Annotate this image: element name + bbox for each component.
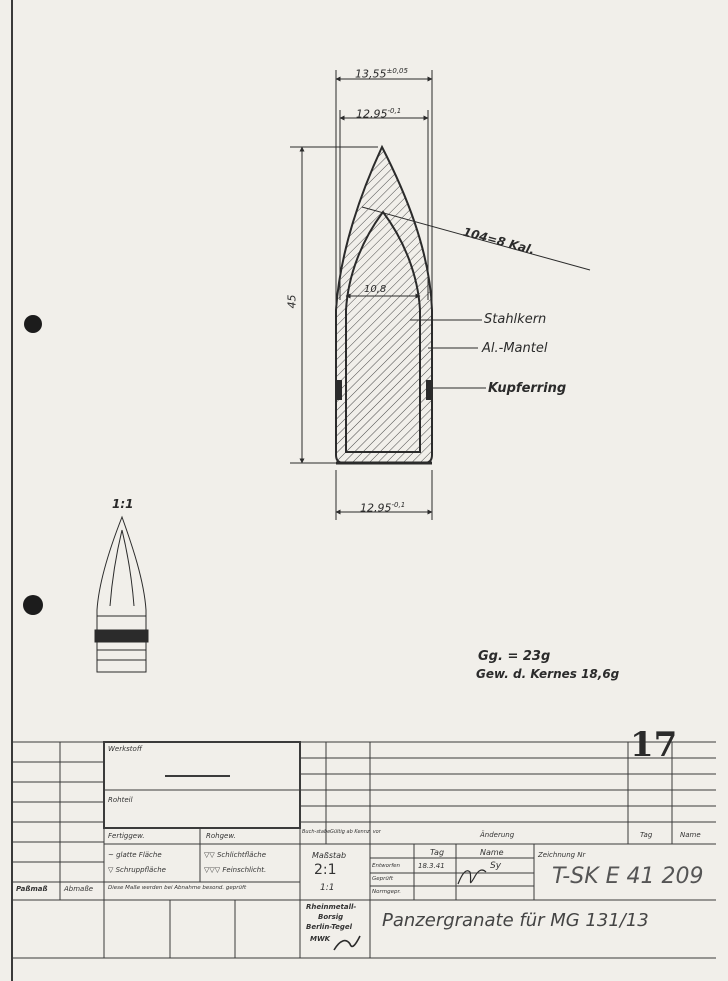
sheet-number: 17: [630, 725, 678, 765]
ogive-radius-value: 104=8 Kal.: [461, 224, 537, 258]
tb-note: Diese Maße werden bei Abnahme besond. geprüft: [108, 885, 247, 891]
label-kupferring: Kupferring: [488, 381, 567, 396]
tb-surface-rough: ▽ Schruppfläche: [108, 866, 166, 874]
weight-total: Gg. = 23g: [478, 649, 551, 664]
tb-rohgew: Rohgew.: [206, 832, 236, 840]
label-stahlkern: Stahlkern: [484, 312, 547, 327]
tb-fertiggew: Fertiggew.: [108, 832, 145, 840]
tb-row-tag: Tag: [430, 848, 445, 857]
drawing-number: T-SK E 41 209: [552, 864, 704, 889]
copper-band-right: [426, 380, 433, 400]
tb-surface-smooth: ~ glatte Fläche: [108, 851, 162, 859]
company-name-2: Borsig: [318, 913, 344, 921]
tb-massstab-2: 1:1: [320, 883, 335, 893]
tb-massstab-1: 2:1: [314, 862, 337, 878]
dim-length-value: 45: [285, 294, 299, 309]
projectile-small-view: [95, 517, 148, 672]
label-al-mantel: Al.-Mantel: [482, 341, 548, 356]
tb-surface-finest: ▽▽▽ Feinschlicht.: [204, 866, 267, 874]
tb-entworfen-name: Sy: [490, 861, 502, 871]
company-signature: [334, 936, 360, 950]
weight-core: Gew. d. Kernes 18,6g: [476, 667, 620, 681]
entworfen-signature: [458, 870, 486, 884]
dim-bottom-value: $12,95^{-0,1}$: [360, 501, 406, 515]
company-name-1: Rheinmetall-: [306, 903, 357, 911]
copper-band-left: [335, 380, 342, 400]
binder-hole-top: [24, 315, 42, 333]
dim-top-inner-value: $12,95^{-0,1}$: [356, 107, 402, 121]
company-name-3: Berlin-Tegel: [306, 923, 352, 931]
company-name-4: MWK: [310, 935, 331, 943]
tb-tag: Tag: [640, 831, 653, 839]
tb-rohteil: Rohteil: [108, 796, 133, 804]
tb-gueltig: Gültig ab Kennz. vor: [330, 829, 381, 835]
tb-normgepr: Normgepr.: [372, 889, 401, 895]
tb-passmass: Paßmaß: [16, 885, 48, 893]
tb-name: Name: [680, 831, 701, 839]
tb-geprueft: Geprüft: [372, 876, 393, 882]
dim-top-outer-value: $13,55^{\pm 0,05}$: [355, 67, 408, 81]
tb-row-name: Name: [480, 848, 504, 857]
dim-core-value: 10,8: [364, 284, 387, 295]
tb-aenderung: Änderung: [480, 831, 515, 839]
small-view-scale: 1:1: [112, 497, 134, 511]
drawing-title: Panzergranate für MG 131/13: [382, 910, 649, 931]
tb-buchstabe: Buch-stabe: [302, 829, 331, 835]
tb-entworfen: Entworfen: [372, 863, 401, 869]
tb-zeichnung-label: Zeichnung Nr: [538, 851, 586, 859]
tb-surface-fine: ▽▽ Schlichtfläche: [204, 851, 267, 859]
binder-hole-bottom: [23, 595, 43, 615]
projectile-section-view: [335, 147, 433, 463]
tb-abmasse: Abmaße: [64, 885, 94, 893]
tb-massstab-label: Maßstab: [312, 851, 347, 860]
tb-werkstoff: Werkstoff: [108, 745, 142, 753]
projectile-outline: [336, 147, 432, 463]
tb-entworfen-date: 18.3.41: [418, 862, 445, 870]
